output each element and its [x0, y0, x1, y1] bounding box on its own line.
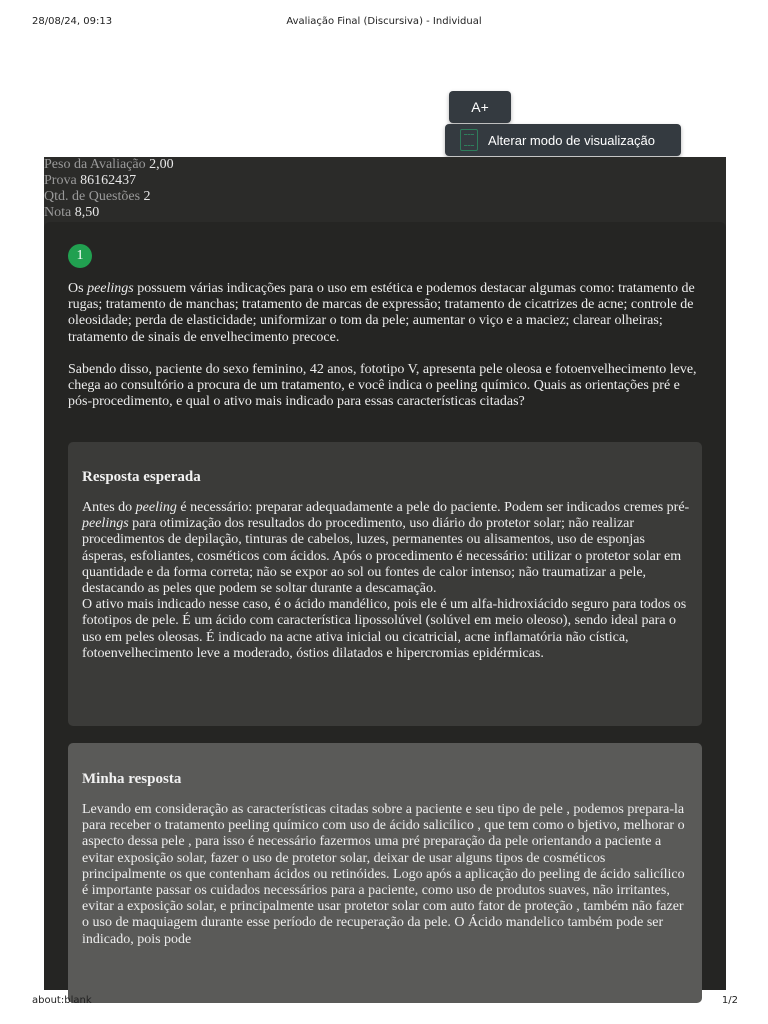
print-page-number: 1/2: [721, 995, 738, 1006]
my-answer-text: Levando em consideração as características citadas sobre a paciente e seu tipo de pele , podemos prepara-la para receber o tratamento peeling químico com uso de ácido salicílico , que tem como o bjetivo, melhorar o aspecto dessa pele , para isso é necessário fazermos uma pré preparação da pele orientando a paciente a evitar exposição solar, fazer o uso de protetor solar, deixar de usar alguns tipos de cosméticos principalmente os que contenham ácidos ou retinóides. Logo após a aplicação do peeling de ácido salicílico é importante passar os cuidados necessários para a paciente, como uso de produtos suaves, não irritantes, evitar a exposição solar, e principalmente usar protetor solar com auto fator de proteção , também não fazer o uso de maquiagem durante esse período de recuperação da pele. O Ácido mandelico também pode ser indicado, pois pode: [82, 802, 685, 947]
view-mode-label: Alterar modo de visualização: [488, 132, 655, 148]
info-qtd: Qtd. de Questões 2: [44, 189, 151, 204]
question-paragraph: Os peelings possuem várias indicações para o uso em estética e podemos destacar algumas como: tratamento de rugas; tratamento de manchas; tratamento de marcas de expressão; tratamento de cicatrizes de acne; controle de oleosidade; perda de elasticidade; uniformizar o tom da pele; aumentar o viço e a maciez; clarear olheiras; tratamento de sinais de envelhecimento precoce.: [68, 281, 695, 345]
my-answer-box: [68, 743, 702, 1003]
print-url: about:blank: [32, 995, 92, 1006]
info-nota: Nota 8,50: [44, 205, 100, 220]
assessment-info: [44, 157, 174, 221]
question-paragraph: Sabendo disso, paciente do sexo feminino, 42 anos, fototipo V, apresenta pele oleosa e fotoenvelhecimento leve, chega ao consultório a procura de um tratamento, e você indica o peeling químico. Quais as orientações pré e pós-procedimento, e qual o ativo mais indicado para essas características citadas?: [68, 361, 697, 410]
print-datetime: 28/08/24, 09:13: [32, 16, 113, 27]
expected-answer-text: Antes do peeling é necessário: preparar adequadamente a pele do paciente. Podem ser indicados cremes pré-peelings para otimização dos resultados do procedimento, uso diário do protetor solar; não realizar procedimentos de depilação, tinturas de cabelos, luzes, permanentes ou alisamentos, uso de esponjas ásperas, esfoliantes, cosméticos com ácidos. Após o procedimento é necessário: utilizar o protetor solar em quantidade e da forma correta; não se expor ao sol ou fontes de calor intenso; não traumatizar a pele, destacando as peles que podem se soltar durante a descamação. O ativo mais indicado nesse caso, é o ácido mandélico, pois ele é um alfa-hidroxiácido seguro para todos os fototipos de pele. É um ácido com característica lipossolúvel (solúvel em meio oleoso), sendo ideal para o uso em peles oleosas. É indicado na acne ativa inicial ou cicatricial, acne inflamatória não cística, fotoenvelhecimento leve a moderado, óstios dilatados e hipercromias epidérmicas.: [82, 500, 690, 661]
print-header: [0, 16, 768, 32]
print-page-title: Avaliação Final (Discursiva) - Individual: [286, 16, 482, 27]
increase-font-button[interactable]: A+: [449, 91, 511, 123]
my-answer-heading: Minha resposta: [82, 771, 182, 787]
info-peso: Peso da Avaliação 2,00: [44, 157, 174, 172]
expected-answer-box: [68, 442, 702, 726]
info-prova: Prova 86162437: [44, 173, 137, 188]
question-number-badge: 1: [68, 244, 92, 268]
document-view-icon: [460, 129, 478, 151]
view-mode-button[interactable]: [445, 124, 681, 156]
question-text: [68, 281, 704, 426]
print-footer: [0, 995, 768, 1011]
expected-answer-heading: Resposta esperada: [82, 469, 201, 485]
